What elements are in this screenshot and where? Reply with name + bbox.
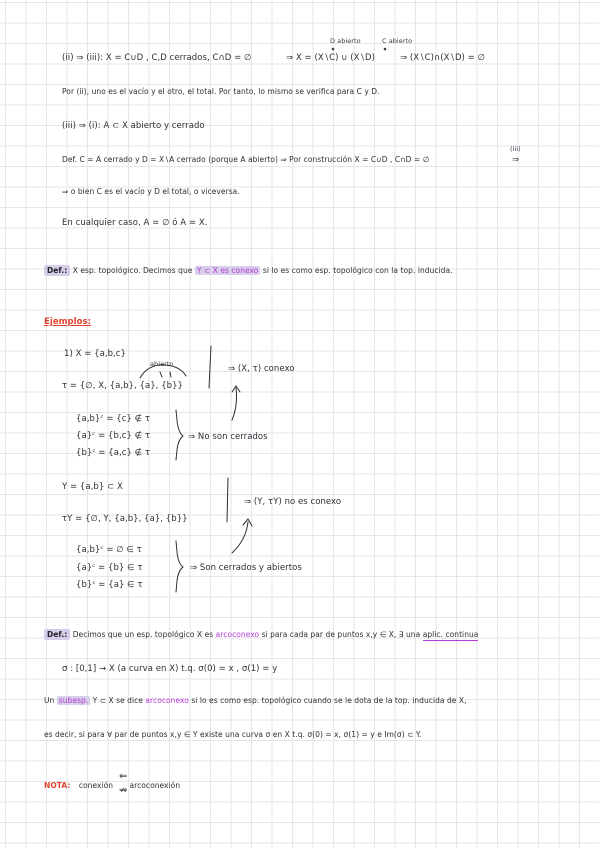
def2-line-2: σ : [0,1] → X (a curva en X) t.q. σ(0) = x , σ(1) = y [62,664,278,674]
proof-line-4: Def. C = A cerrado y D = X∖A cerrado (porque A abierto) ⇒ Por construcción X = C∪D , C∩D = ∅ [62,155,430,164]
note [44,781,180,790]
example-2-arrow-head [243,519,252,526]
note-conexion: conexión [78,781,114,790]
annotation-c-abierto: C abierto [382,37,413,45]
proof-line-2: Por (ii), uno es el vacío y el otro, el total. Por tanto, lo mismo se verifica para C y D. [62,87,380,96]
def2-line-3-hl1: subesp. [58,696,89,705]
def2-line-3-a: Un [44,696,57,705]
example-1-no-cerrados: ⇒ No son cerrados [188,432,268,442]
def2-text-b: si para cada par de puntos x,y ∈ X, ∃ una [259,630,423,639]
example-2-y: Y = {a,b} ⊂ X [62,482,123,492]
proof-line-4-end: ⇒ [512,155,520,165]
example-1-vertical-line [209,346,211,388]
example-2-comp-1: {a,b}ᶜ = ∅ ∈ τ [76,545,142,555]
example-2-vertical-line [227,478,228,522]
note-not-implies-arrow: ⇏ [119,785,128,796]
abierto-tick-1 [160,372,162,377]
example-2-comp-3: {b}ᶜ = {a} ∈ τ [76,580,143,590]
example-1-comp-2: {a}ᶜ = {b,c} ∉ τ [76,431,151,441]
proof-line-1: (ii) ⇒ (iii): X = C∪D , C,D cerrados, C∩D = ∅ [62,53,252,63]
ann-dot-2 [384,48,386,50]
def2-line-3-c: si lo es como esp. topológico cuando se le dota de la top. inducida de X, [188,696,467,705]
def2-line-3 [44,696,467,705]
example-1-x: 1) X = {a,b,c} [64,349,126,359]
example-1-arrow-head [232,386,240,392]
note-implies-arrow: ⇐ [119,771,128,782]
example-1-brace [176,410,183,460]
def2-label: Def.: [44,629,70,640]
annotation-d-abierto: D abierto [330,37,361,45]
def2-text-a: Decimos que un esp. topológico X es [70,630,216,639]
def-text-a: X esp. topológico. Decimos que [70,266,195,275]
def-label: Def.: [44,265,70,276]
example-1-comp-3: {b}ᶜ = {a,c} ∉ τ [76,448,151,458]
example-2-brace [176,541,183,592]
example-1-comp-1: {a,b}ᶜ = {c} ∉ τ [76,414,151,424]
proof-line-1-mid: ⇒ X = (X∖C) ∪ (X∖D) [286,53,375,63]
note-label: NOTA: [44,781,71,790]
def2-line-3-b: Y ⊂ X se dice [90,696,146,705]
example-2-comp-2: {a}ᶜ = {b} ∈ τ [76,563,143,573]
example-2-tau: τY = {∅, Y, {a,b}, {a}, {b}} [62,514,188,524]
examples-title: Ejemplos: [44,317,92,327]
proof-line-6: En cualquier caso, A = ∅ ó A = X. [62,218,208,228]
def2-underlined: aplic. continua [422,630,479,639]
definition-arcoconexo [44,630,478,639]
definition-conexo [44,266,453,275]
proof-line-4-sup: (iii) [510,145,521,153]
def-highlight: Y ⊂ X es conexo [196,266,259,275]
example-2-both: ⇒ Son cerrados y abiertos [190,563,302,573]
proof-line-3: (iii) ⇒ (i): A ⊂ X abierto y cerrado [62,121,205,131]
proof-line-5: ⇒ o bien C es el vacío y D el total, o viceversa. [62,187,240,196]
def2-line-4: es decir, si para ∀ par de puntos x,y ∈ Y existe una curva σ en X t.q. σ(0) = x, σ(1) = y e Im(σ) ⊂ Y. [44,730,422,739]
example-1-tau: τ = {∅, X, {a,b}, {a}, {b}} [62,381,184,391]
def2-line-3-hl2: arcoconexo [145,696,189,705]
proof-line-1-end: ⇒ (X∖C)∩(X∖D) = ∅ [400,53,486,63]
ann-dot-1 [332,48,334,50]
example-2-result: ⇒ (Y, τY) no es conexo [244,497,342,507]
example-1-result: ⇒ (X, τ) conexo [228,364,295,374]
example-2-curved-arrow [232,522,248,553]
example-1-abierto: abierto [150,360,174,368]
def-text-b: si lo es como esp. topológico con la top. inducida. [260,266,453,275]
def2-highlight: arcoconexo [215,630,260,639]
abierto-tick-2 [170,372,171,377]
note-arcoconexion: arcoconexión [129,781,181,790]
example-1-curved-arrow [232,388,237,420]
